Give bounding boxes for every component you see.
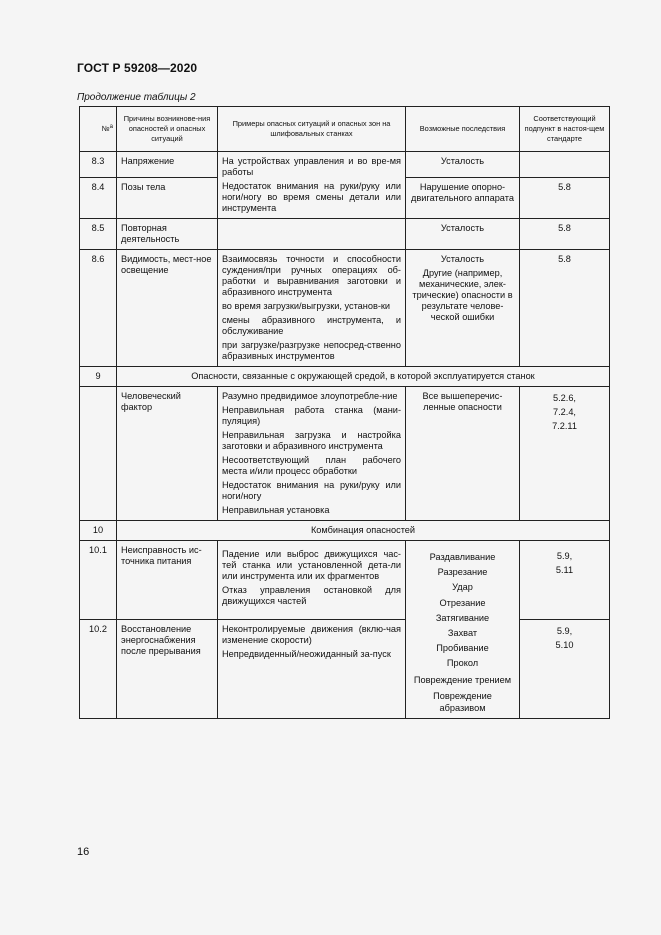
example-text: Взаимосвязь точности и способности суждения/при ручных операциях об-работки и выравнивания заготовки и абразивного инструмента <box>222 254 401 297</box>
example-text: Недостаток внимания на руки/руку или ноги/ногу <box>222 480 401 501</box>
row-examples <box>218 387 406 521</box>
subclause-line: 5.9, <box>556 551 573 561</box>
example-text: Отказ управления остановкой для движущихся частей <box>222 585 401 606</box>
row-examples <box>218 619 406 718</box>
consequence-item: Отрезание <box>439 597 486 608</box>
example-text: Неправильная загрузка и настройка заготовки и абразивного инструмента <box>222 430 401 451</box>
consequence-item: Прокол <box>446 658 479 669</box>
subclause-line: 5.10 <box>555 639 574 650</box>
section-title: Комбинация опасностей <box>117 521 610 541</box>
example-text: Неправильная работа станка (мани-пуляция) <box>222 405 401 426</box>
row-subclause: 5.8 <box>520 219 610 250</box>
example-text: Недостаток внимания на руки/руку или ноги/ногу во время смены детали или инструмента <box>222 181 401 213</box>
table-section-row <box>80 521 610 541</box>
consequence-item: Разрезание <box>437 567 488 578</box>
row-subclause <box>520 541 610 620</box>
consequence-item: Раздавливание <box>429 552 496 562</box>
row-consequence: Все вышеперечис-ленные опасности <box>406 387 520 521</box>
consequence-item: Повреждение абразивом <box>433 690 492 713</box>
subclause-line: 5.2.6, <box>553 393 576 403</box>
header-consequences: Возможные последствия <box>406 107 520 152</box>
row-number: 8.6 <box>80 250 117 367</box>
row-cause: Видимость, мест-ное освещение <box>117 250 218 367</box>
row-consequence: Усталость <box>406 152 520 178</box>
example-text: На устройствах управления и во вре-мя работы <box>222 156 401 177</box>
consequence-text: Другие (например, механические, элек-трические) опасности в результате челове-ческой ошибки <box>412 268 513 322</box>
row-examples <box>218 152 406 219</box>
subclause-line: 5.9, <box>556 625 573 636</box>
header-num: №$^а$ <box>80 107 117 152</box>
table-row <box>80 219 610 250</box>
table-row <box>80 152 610 178</box>
consequence-item: Удар <box>452 582 473 593</box>
example-text: Разумно предвидимое злоупотребле-ние <box>222 391 398 401</box>
row-subclause <box>520 152 610 178</box>
row-examples <box>218 541 406 620</box>
row-cause: Напряжение <box>117 152 218 178</box>
header-examples: Примеры опасных ситуаций и опасных зон на шлифовальных станках <box>218 107 406 152</box>
row-consequence <box>406 250 520 367</box>
row-number: 10.1 <box>80 541 117 620</box>
table-header-row <box>80 107 610 152</box>
row-number: 9 <box>80 367 117 387</box>
row-examples <box>218 250 406 367</box>
subclause-line: 7.2.4, <box>553 407 576 417</box>
section-title: Опасности, связанные с окружающей средой, в которой эксплуатируется станок <box>117 367 610 387</box>
table-caption: Продолжение таблицы 2 <box>77 92 196 103</box>
row-consequence: Нарушение опорно-двигательного аппарата <box>406 178 520 219</box>
row-consequence <box>406 541 520 719</box>
row-subclause <box>520 619 610 718</box>
consequence-item: Пробивание <box>436 643 489 654</box>
row-number: 8.5 <box>80 219 117 250</box>
row-examples <box>218 219 406 250</box>
row-cause: Человеческий фактор <box>117 387 218 521</box>
document-header: ГОСТ Р 59208—2020 <box>77 61 198 75</box>
row-number <box>80 387 117 521</box>
example-text: смены абразивного инструмента, и обслуживание <box>222 315 401 336</box>
example-text: Неправильная установка <box>222 505 330 515</box>
table-row <box>80 619 610 718</box>
consequence-item: Затягивание <box>435 612 490 623</box>
example-text: при загрузке/разгрузке непосред-ственно абразивных инструментов <box>222 340 401 361</box>
consequence-item: Повреждение трением <box>413 674 512 685</box>
row-number: 8.4 <box>80 178 117 219</box>
row-subclause <box>520 387 610 521</box>
example-text: Падение или выброс движущихся час-тей станка или установленной дета-ли или инструмента или их фрагментов <box>222 549 401 581</box>
example-text: Неконтролируемые движения (вклю-чая изменение скорости) <box>222 623 401 645</box>
table-row <box>80 541 610 620</box>
example-text: Непредвиденный/неожиданный за-пуск <box>222 648 391 659</box>
header-subclause: Соответствующий подпункт в настоя-щем стандарте <box>520 107 610 152</box>
row-consequence: Усталость <box>406 219 520 250</box>
row-cause: Восстановление энергоснабжения после прерывания <box>117 619 218 718</box>
row-cause: Повторная деятельность <box>117 219 218 250</box>
row-number: 10 <box>80 521 117 541</box>
row-number: 8.3 <box>80 152 117 178</box>
table-section-row <box>80 367 610 387</box>
row-subclause: 5.8 <box>520 250 610 367</box>
subclause-line: 7.2.11 <box>552 421 577 431</box>
page-number: 16 <box>77 846 90 858</box>
row-cause: Позы тела <box>117 178 218 219</box>
table-row <box>80 250 610 367</box>
table-row <box>80 387 610 521</box>
example-text: во время загрузки/выгрузки, установ-ки <box>222 301 391 311</box>
row-number: 10.2 <box>80 619 117 718</box>
consequence-text: Усталость <box>440 254 485 264</box>
subclause-line: 5.11 <box>555 565 574 575</box>
example-text: Несоответствующий план рабочего места и/или процесс обработки <box>222 455 401 476</box>
row-subclause: 5.8 <box>520 178 610 219</box>
row-cause: Неисправность ис-точника питания <box>117 541 218 620</box>
hazards-table <box>79 106 610 719</box>
consequence-item: Захват <box>447 628 478 639</box>
header-causes: Причины возникнове-ния опасностей и опасных ситуаций <box>117 107 218 152</box>
